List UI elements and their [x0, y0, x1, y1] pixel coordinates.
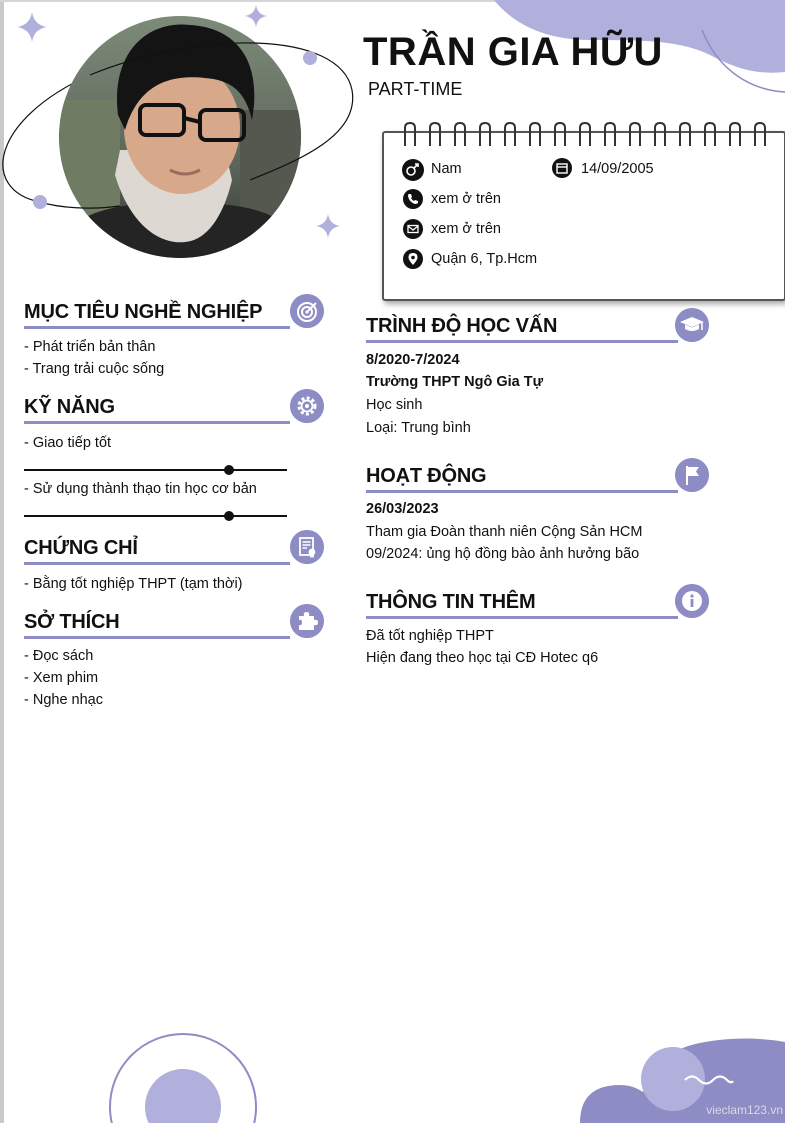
extra-info-item: Hiện đang theo học tại CĐ Hotec q6: [366, 650, 599, 666]
objective-item: - Phát triển bản thân: [24, 339, 156, 355]
certificate-icon: [290, 530, 324, 564]
section-divider: [366, 490, 678, 493]
section-skills-title: KỸ NĂNG: [24, 396, 115, 418]
contact-card: [382, 131, 785, 301]
activity-date: 26/03/2023: [366, 501, 439, 517]
section-activities-title: HOẠT ĐỘNG: [366, 465, 487, 487]
hobby-item: - Đọc sách: [24, 648, 94, 664]
birthday-value: 14/09/2005: [581, 161, 654, 177]
phone-value: xem ở trên: [431, 191, 501, 207]
gender-value: Nam: [431, 161, 462, 177]
section-education-header: [366, 307, 709, 343]
location-pin-icon: [403, 249, 423, 269]
section-divider: [24, 421, 290, 424]
bottom-left-circle-decoration: [100, 1025, 270, 1123]
graduation-cap-icon: [675, 308, 709, 342]
activity-item: Tham gia Đoàn thanh niên Cộng Sản HCM: [366, 524, 643, 540]
section-objective-header: [24, 293, 324, 329]
activity-item: 09/2024: ủng hộ đồng bào ảnh hưởng bão: [366, 546, 640, 562]
education-role: Học sinh: [366, 397, 423, 413]
target-icon: [290, 294, 324, 328]
flag-icon: [675, 458, 709, 492]
notebook-binding-rings: [395, 120, 775, 148]
skill-level-bar: [24, 515, 287, 517]
calendar-icon: [552, 158, 572, 178]
section-certificates-header: [24, 529, 324, 565]
section-education-title: TRÌNH ĐỘ HỌC VẤN: [366, 315, 558, 337]
candidate-name: TRẦN GIA HỮU: [363, 30, 663, 74]
section-activities-header: [366, 457, 709, 493]
watermark: vieclam123.vn: [706, 1103, 783, 1117]
phone-icon: [403, 189, 423, 209]
section-extra-info-header: [366, 583, 709, 619]
skill-level-knob: [224, 465, 234, 475]
skill-level-knob: [224, 511, 234, 521]
section-skills-header: [24, 388, 324, 424]
hobby-item: - Nghe nhạc: [24, 692, 103, 708]
section-certificates-title: CHỨNG CHỈ: [24, 537, 138, 559]
objective-item: - Trang trải cuộc sống: [24, 361, 165, 377]
info-icon: [675, 584, 709, 618]
gear-icon: [290, 389, 324, 423]
applied-position: PART-TIME: [368, 79, 463, 99]
extra-info-item: Đã tốt nghiệp THPT: [366, 628, 494, 644]
hobby-item: - Xem phim: [24, 670, 99, 686]
email-value: xem ở trên: [431, 221, 501, 237]
section-divider: [366, 616, 678, 619]
skill-label: - Giao tiếp tốt: [24, 435, 112, 451]
section-divider: [366, 340, 678, 343]
education-period: 8/2020-7/2024: [366, 352, 460, 368]
puzzle-icon: [290, 604, 324, 638]
section-hobbies-header: [24, 603, 324, 639]
education-school: Trường THPT Ngô Gia Tự: [366, 374, 544, 390]
skill-level-bar: [24, 469, 287, 471]
section-divider: [24, 562, 290, 565]
gender-icon: [402, 159, 424, 181]
section-hobbies-title: SỞ THÍCH: [24, 611, 120, 633]
section-objective-title: MỤC TIÊU NGHỀ NGHIỆP: [24, 301, 263, 323]
certificate-item: - Bằng tốt nghiệp THPT (tạm thời): [24, 576, 243, 592]
section-divider: [24, 636, 290, 639]
email-icon: [403, 219, 423, 239]
avatar: [0, 10, 365, 270]
section-divider: [24, 326, 290, 329]
address-value: Quận 6, Tp.Hcm: [431, 251, 538, 267]
skill-label: - Sử dụng thành thạo tin học cơ bản: [24, 481, 257, 497]
education-grade: Loại: Trung bình: [366, 420, 471, 436]
section-extra-info-title: THÔNG TIN THÊM: [366, 591, 536, 613]
